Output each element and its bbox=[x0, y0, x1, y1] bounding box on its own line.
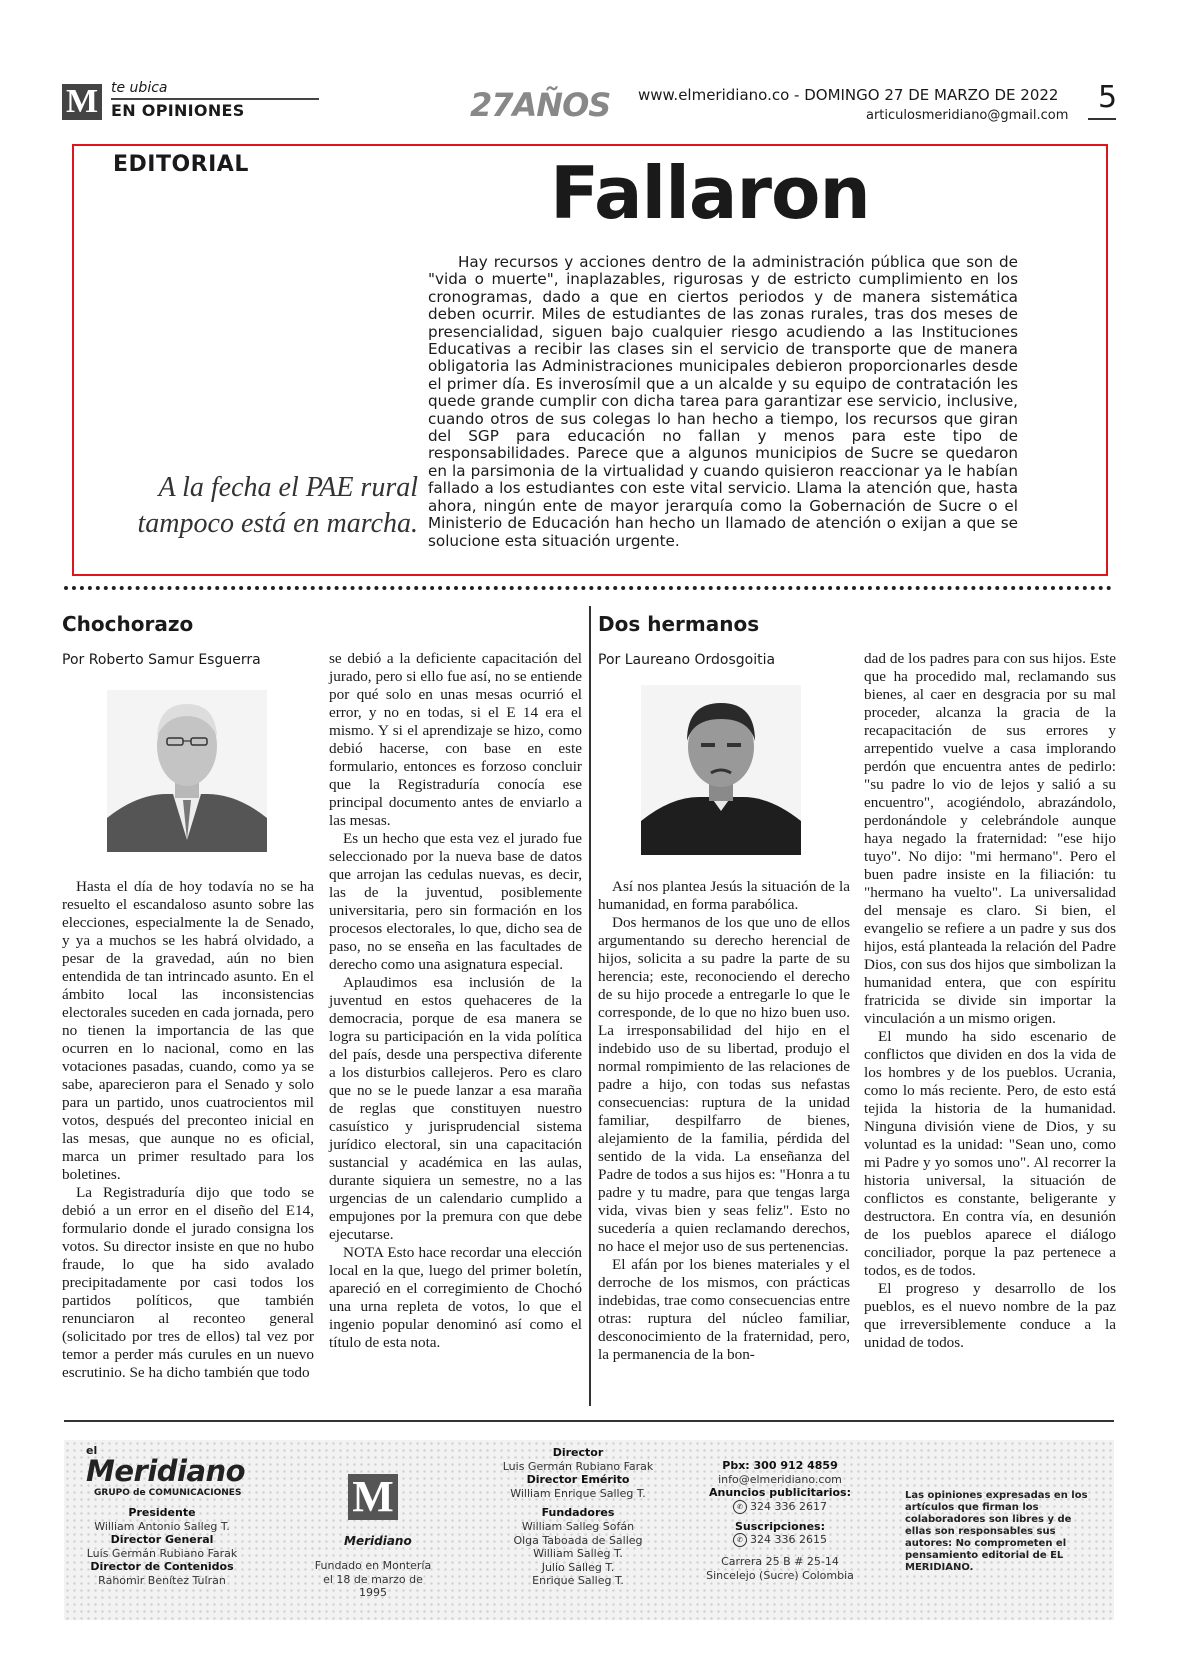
whatsapp-icon: ✆ bbox=[733, 1500, 747, 1514]
column-separator bbox=[589, 606, 591, 1406]
masthead-rule bbox=[111, 98, 319, 100]
footer-logo-name: Meridiano bbox=[344, 1534, 412, 1548]
anniversary-mark: 27AÑOS bbox=[470, 86, 611, 124]
paragraph: Hasta el día de hoy todavía no se ha resuelto el escandaloso asunto sobre las elecciones, especialmente la de Senado, y ya a muchos se les habrá olvidado, a pesar de la gravedad, aún no bien entendida de tan intrincado asunto. En el ámbito local las inconsistencias electorales suceden en cada jornada, pero no tienen la importancia de las que ocurren en lo nacional, como en las votaciones pasadas, cuando, como ya se sabe, aparecieron para el Senado y solo para un partido, unos cuatrocientos mil votos, después del preconteo inicial en las mesas, que aunque no es oficial, marca un primer resultado para los boletines. bbox=[62, 878, 314, 1183]
site-and-date: www.elmeridiano.co - DOMINGO 27 DE MARZO DE 2022 bbox=[638, 86, 1059, 104]
paragraph: La Registraduría dijo que todo se debió a un error en el diseño del E14, formulario donde el jurado consigna los votos. Su director insiste en que no hubo fraude, lo que ha sido avalado precipitadamente por casi todos los partidos políticos, que también renunciaron al reconteo general (solicitado por tres de ellos) tal vez por temor a perder más curules en un nuevo escrutinio. Se ha dicho también que todo bbox=[62, 1184, 314, 1381]
column-title-dos-hermanos: Dos hermanos bbox=[598, 612, 760, 636]
general-director-label: Director General bbox=[110, 1533, 214, 1547]
content-director-label: Director de Contenidos bbox=[90, 1560, 234, 1574]
founders-label: Fundadores bbox=[541, 1506, 615, 1520]
footer-rule bbox=[64, 1420, 1114, 1422]
footer-management bbox=[72, 1506, 252, 1588]
editorial-label: EDITORIAL bbox=[113, 152, 249, 177]
section-name: EN OPINIONES bbox=[111, 101, 245, 120]
page-number: 5 bbox=[1098, 80, 1118, 115]
footer-brand-logo: Meridiano bbox=[86, 1454, 246, 1488]
address-city: Sincelejo (Sucre) Colombia bbox=[706, 1568, 854, 1582]
address-line: Carrera 25 B # 25-14 bbox=[721, 1555, 839, 1569]
subscriptions-contact bbox=[695, 1533, 865, 1547]
ads-contact bbox=[695, 1500, 865, 1514]
section-divider bbox=[64, 586, 1112, 590]
paragraph: Así nos plantea Jesús la situación de la humanidad, en forma parabólica. bbox=[598, 878, 850, 913]
paragraph: se debió a la deficiente capacitación del jurado, pero si ello fue así, no se entiende por qué solo en unas mesas ocurrió el error, y no en todas, si el E 14 era el mismo. Y si el aprendizaje se hizo, como debió hacerse, con base en este formulario, entonces es forzoso concluir que la Registraduría conocía ese principal documento antes de enviarlo a las mesas. bbox=[329, 650, 582, 829]
contact-email: articulosmeridiano@gmail.com bbox=[866, 108, 1069, 123]
column-text-chochorazo-part1 bbox=[62, 878, 314, 1382]
column-byline-ordosgoitia: Por Laureano Ordosgoitia bbox=[598, 652, 776, 668]
emeritus-label: Director Emérito bbox=[526, 1473, 630, 1487]
footer-brand-article: el bbox=[86, 1444, 98, 1457]
founder-name: Enrique Salleg T. bbox=[532, 1574, 624, 1588]
page-number-rule bbox=[1088, 118, 1116, 120]
footer-contact bbox=[695, 1459, 865, 1583]
content-director-name: Rahomir Benítez Tulran bbox=[98, 1573, 226, 1587]
column-text-dos-hermanos-part1 bbox=[598, 878, 850, 1364]
ads-phone[interactable]: 324 336 2617 bbox=[750, 1499, 827, 1513]
footer-logo-mark: M bbox=[348, 1474, 398, 1520]
paragraph: Aplaudimos esa inclusión de la juventud en estos quehaceres de la democracia, porque de esa manera se logra su participación en la vida política del país, desde una perspectiva diferente a los disturbios callejeros. Pero es claro que no se le puede lanzar a esa maraña de reglas que constituyen nuestro casuístico y jurisprudencial sistema jurídico electoral, sin una capacitación sustancial y académica en las aulas, durante siquiera un semestre, no a las urgencias de un calendario cumplido a empujones por la premura con que debe ejecutarse. bbox=[329, 974, 582, 1243]
footer-directors bbox=[498, 1446, 658, 1588]
column-title-chochorazo: Chochorazo bbox=[62, 612, 194, 636]
president-name: William Antonio Salleg T. bbox=[94, 1519, 230, 1533]
paragraph: El mundo ha sido escenario de conflictos que dividen en dos la vida de los hombres y de los pueblos. Ucrania, como lo más reciente. Pero, de esto está tejida la historia de la humanidad. Ninguna división viene de Dios, y su voluntad es la unidad: "Sean uno, como mi Padre y yo somos uno". Al recorrer la historia universal, la situación de conflictos es constante, beligerante y destructora. En contra vía, en desunión de los pueblos aparece el diálogo conciliador, porque la paz pertenece a todos, es de todos. bbox=[864, 1028, 1116, 1279]
author-photo-ordosgoitia bbox=[641, 685, 801, 855]
paragraph: NOTA Esto hace recordar una elección local en la que, luego del primer boletín, apareció en el corregimiento de Chochó una urna repleta de votos, lo que el ingenio popular denominó así como el título de esta nota. bbox=[329, 1244, 582, 1351]
general-director-name: Luis Germán Rubiano Farak bbox=[86, 1546, 238, 1560]
editorial-body: Hay recursos y acciones dentro de la administración pública que son de "vida o muerte", inaplazables, rigurosas y de estricto cumplimiento en los cronogramas, dado a que en ciertos periodos y de manera sistemática deben ocurrir. Miles de estudiantes de las zonas rurales, tras dos meses de presencialidad, siguen bajo cualquier riesgo acudiendo a las Instituciones Educativas a recibir las clases sin el servicio de transporte que de manera obligatoria las Administraciones municipales debieron proporcionarles desde el primer día. Es inverosímil que a un alcalde y su equipo de contratación les quede grande cumplir con dicha tarea para garantizar ese servicio, inclusive, cuando otros de sus colegas lo han hecho a tiempo, los recursos que giran del SGP para educación no fallan y menos para este tipo de responsabilidades. Parece que a algunos municipios de Sucre se quedaron en la parsimonia de la virtualidad y cuando quisieron reaccionar ya le habían fallado a los estudiantes con este vital servicio. Llama la atención que, hasta ahora, ningún ente de mayor jerarquía como la Gobernación de Sucre o el Ministerio de Educación han hecho un llamado de atención o exijan a que se solucione esta situación urgente. bbox=[428, 253, 1018, 550]
director-name: Luis Germán Rubiano Farak bbox=[502, 1459, 654, 1473]
paragraph: El progreso y desarrollo de los pueblos, es el nuevo nombre de la paz que irreversiblemente conduce a la unidad de todos. bbox=[864, 1280, 1116, 1351]
paragraph: Dos hermanos de los que uno de ellos argumentando su derecho herencial de hijos, solicita a su padre la parte de su herencia; este, reconociendo el derecho de su hijo procede a entregarle lo que le corresponde, de lo que no hizo buen uso. La irresponsabilidad del hijo en el indebido uso de su libertad, produjo el normal rompimiento de las relaciones de padre a hijo, con todas sus nefastas consecuencias: ruptura de la unidad familiar, despilfarro de bienes, alejamiento de la familia, pérdida del sentido de la vida. La enseñanza del Padre de todos a sus hijos es: "Honra a tu padre y tu madre, para que tengas larga vida, vivas bien y seas feliz". Esto no sucedería a quien reclamando derechos, no hace el mejor uso de sus pertenencias. bbox=[598, 914, 850, 1255]
footer-brand-subtitle: GRUPO de COMUNICACIONES bbox=[94, 1488, 242, 1498]
column-text-dos-hermanos-part2 bbox=[864, 650, 1116, 1352]
emeritus-name: William Enrique Salleg T. bbox=[510, 1486, 646, 1500]
founder-name: William Salleg T. bbox=[533, 1547, 623, 1561]
opinion-disclaimer: Las opiniones expresadas en los artículos que firman los colaboradores son libres y de ellas son responsables sus autores: No comprometen el pensamiento editorial de EL MERIDIANO. bbox=[905, 1490, 1088, 1573]
founder-name: William Salleg Sofán bbox=[521, 1519, 635, 1533]
whatsapp-icon: ✆ bbox=[733, 1533, 747, 1547]
editorial-pull-quote: A la fecha el PAE rural tampoco está en marcha. bbox=[137, 472, 418, 539]
paragraph: Es un hecho que esta vez el jurado fue seleccionado por la nueva base de datos que arrojan las cedulas nuevas, es decir, las de la juventud, posiblemente universitaria, pero sin formación en los procesos electorales, lo que, dicho sea de paso, no se enseña en las facultades de derecho como una asignatura especial. bbox=[329, 830, 582, 973]
founder-name: Olga Taboada de Salleg bbox=[513, 1533, 643, 1547]
paragraph: dad de los padres para con sus hijos. Este que ha procedido mal, reclamando sus bienes, al caer en desgracia por su mal proceder, alcanza la gracia de la recapacitación de sus errores y arrepentido vuelve a casa implorando perdón que encuentra antes de pedirlo: "su padre lo vio de lejos y salió a su encuentro", acogiéndolo, abrazándolo, perdonándole y celebrándole aunque haya negado la fraternidad: "ese hijo tuyo". No dijo: "mi hermano". Pero el buen padre insiste en la filiación: tu "hermano ha vuelto". La universalidad del mensaje es claro. Si bien, el evangelio se refiere a un padre y sus dos hijos, está planteada la relación del Padre Dios, con sus dos hijos que simbolizan la humanidad entera, que con espíritu fratricida se divide sin importar la vinculación a un mismo origen. bbox=[864, 650, 1116, 1027]
column-text-chochorazo-part2 bbox=[329, 650, 582, 1352]
director-label: Director bbox=[552, 1446, 604, 1459]
column-byline-samur: Por Roberto Samur Esguerra bbox=[62, 652, 261, 668]
subscriptions-phone[interactable]: 324 336 2615 bbox=[750, 1533, 827, 1547]
founder-name: Julio Salleg T. bbox=[541, 1560, 615, 1574]
editorial-headline: Fallaron bbox=[550, 151, 870, 235]
info-email[interactable]: info@elmeridiano.com bbox=[718, 1472, 842, 1486]
ads-label: Anuncios publicitarios: bbox=[708, 1486, 852, 1500]
pbx-number: Pbx: 300 912 4859 bbox=[722, 1459, 838, 1472]
president-label: Presidente bbox=[128, 1506, 196, 1519]
masthead-logo: M bbox=[62, 84, 102, 120]
author-photo-samur bbox=[107, 690, 267, 852]
section-tagline: te ubica bbox=[111, 80, 168, 96]
founding-note: Fundado en Montería el 18 de marzo de 1995 bbox=[314, 1559, 432, 1600]
subscriptions-label: Suscripciones: bbox=[735, 1519, 825, 1533]
paragraph: El afán por los bienes materiales y el derroche de los mismos, con prácticas indebidas, trae como consecuencias entre otras: ruptura del núcleo familiar, desconocimiento de la fraternidad, pero, la permanencia de la bon- bbox=[598, 1256, 850, 1363]
